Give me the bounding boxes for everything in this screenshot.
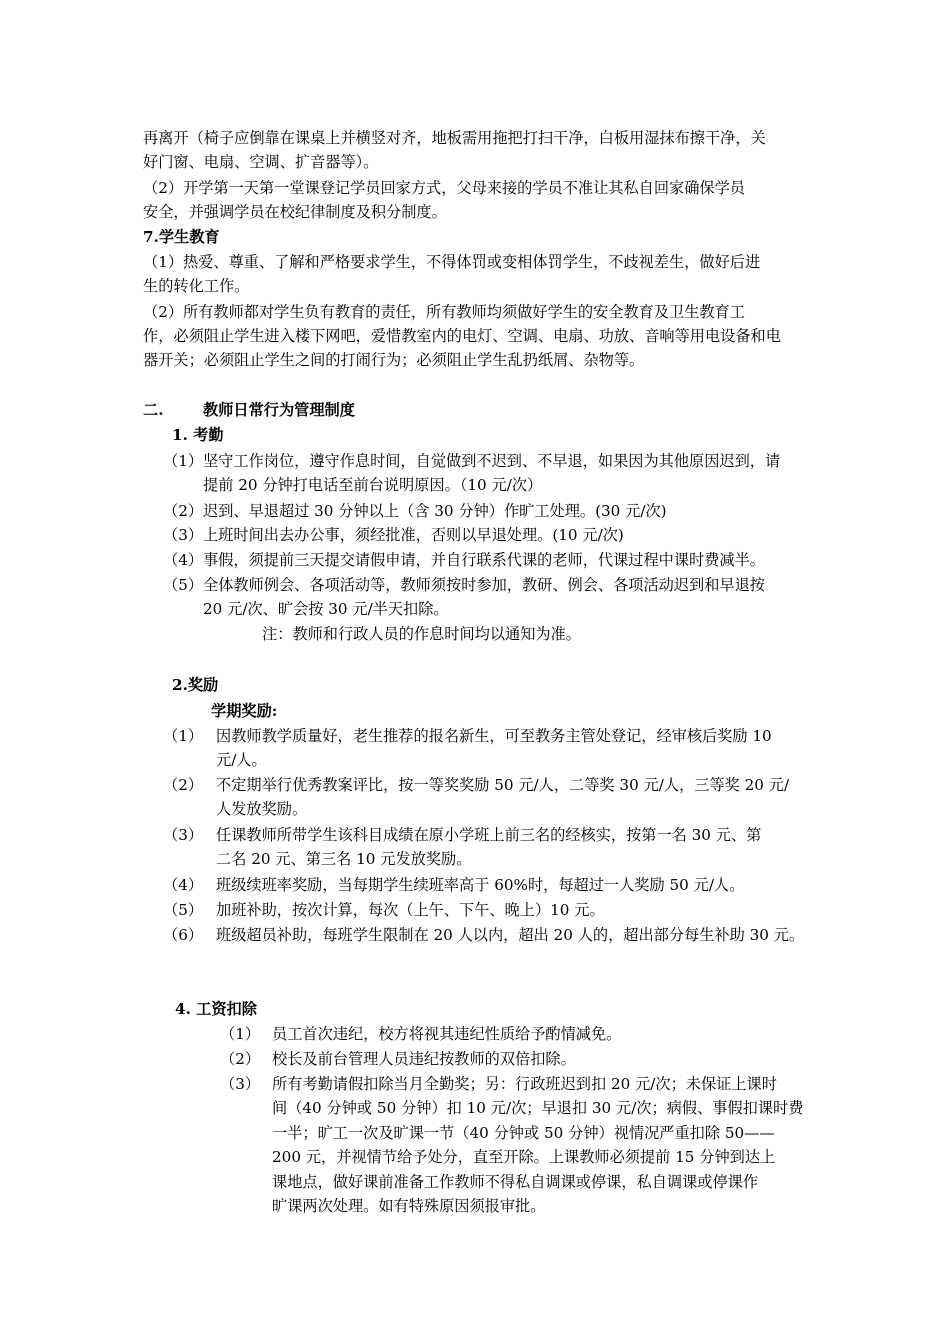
list-item-line: 坚守工作岗位，遵守作息时间，自觉做到不迟到、不早退，如果因为其他原因迟到，请 [203,452,781,470]
subsection-heading: 1. 考勤 [172,426,224,444]
list-number: （3） [220,1075,261,1093]
paragraph-line: 再离开（椅子应倒靠在课桌上并横竖对齐，地板需用拖把打扫干净，白板用湿抹布擦干净，关 [143,129,766,147]
list-item-line: 因教师教学质量好，老生推荐的报名新生，可至教务主管处登记，经审核后奖励 10 [216,727,772,745]
list-item-line: 迟到、早退超过 30 分钟以上（含 30 分钟）作旷工处理。(30 元/次) [203,502,667,520]
list-number: （2） [163,502,204,520]
list-item-line: 校长及前台管理人员违纪按教师的双倍扣除。 [272,1050,576,1068]
list-number: （1） [163,727,204,745]
section-heading: 7.学生教育 [143,228,220,246]
paragraph-line: 安全，并强调学员在校纪律制度及积分制度。 [143,203,447,221]
list-item-line: 事假，须提前三天提交请假申请，并自行联系代课的老师，代课过程中课时费减半。 [203,551,765,569]
list-item-line: 元/人。 [216,751,267,769]
list-item-line: 所有考勤请假扣除当月全勤奖；另：行政班迟到扣 20 元/次；未保证上课时 [272,1075,777,1093]
list-item-line: 提前 20 分钟打电话至前台说明原因。（10 元/次） [203,476,543,494]
chapter-number: 二. [143,401,164,419]
list-number: （2） [163,776,204,794]
subsection-heading: 4. 工资扣除 [175,1000,257,1018]
subheading: 学期奖励: [211,702,278,720]
list-item-line: 旷课两次处理。如有特殊原因须报审批。 [272,1197,546,1215]
list-item-line: 二名 20 元、第三名 10 元发放奖励。 [216,850,472,868]
list-item-line: 班级续班率奖励，当每期学生续班率高于 60%时，每超过一人奖励 50 元/人。 [216,876,745,894]
paragraph-line: 生的转化工作。 [143,277,250,295]
list-item-line: 人发放奖励。 [216,800,308,818]
list-item-line: 一半；旷工一次及旷课一节（40 分钟或 50 分钟）视情况严重扣除 50—— [272,1124,775,1142]
list-item-line: 加班补助，按次计算，每次（上午、下午、晚上）10 元。 [216,901,605,919]
list-item-line: 20 元/次、旷会按 30 元/半天扣除。 [203,600,449,618]
list-item-line: 全体教师例会、各项活动等，教师须按时参加，教研、例会、各项活动迟到和早退按 [203,576,765,594]
list-number: （5） [163,901,204,919]
list-number: （1） [163,452,204,470]
list-item-line: 员工首次违纪，校方将视其违纪性质给予酌情减免。 [272,1025,622,1043]
paragraph-line: 好门窗、电扇、空调、扩音器等）。 [143,153,379,171]
list-number: （3） [163,526,204,544]
list-number: （2） [220,1050,261,1068]
note-text: 注：教师和行政人员的作息时间均以通知为准。 [262,625,581,643]
chapter-title: 教师日常行为管理制度 [203,401,355,419]
paragraph-line: （2）开学第一天第一堂课登记学员回家方式，父母来接的学员不准让其私自回家确保学员 [143,179,745,197]
list-number: （4） [163,551,204,569]
list-number: （3） [163,826,204,844]
list-number: （4） [163,876,204,894]
list-item-line: 上班时间出去办公事，须经批准，否则以早退处理。(10 元/次) [203,526,624,544]
list-item-line: 课地点，做好课前准备工作教师不得私自调课或停课，私自调课或停课作 [272,1173,758,1191]
subsection-heading: 2.奖励 [172,676,219,694]
paragraph-line: （1）热爱、尊重、了解和严格要求学生，不得体罚或变相体罚学生，不歧视差生，做好后进 [143,253,761,271]
paragraph-line: 器开关；必须阻止学生之间的打闹行为；必须阻止学生乱扔纸屑、杂物等。 [143,351,645,369]
list-item-line: 班级超员补助，每班学生限制在 20 人以内，超出 20 人的，超出部分每生补助 30 元。 [216,926,805,944]
paragraph-line: （2）所有教师都对学生负有教育的责任，所有教师均须做好学生的安全教育及卫生教育工 [143,303,745,321]
list-number: （5） [163,576,204,594]
list-number: （6） [163,926,204,944]
list-item-line: 不定期举行优秀教案评比，按一等奖奖励 50 元/人，二等奖 30 元/人，三等奖 20 元/ [216,776,790,794]
list-item-line: 任课教师所带学生该科目成绩在原小学班上前三名的经核实，按第一名 30 元、第 [216,826,762,844]
list-item-line: 间（40 分钟或 50 分钟）扣 10 元/次；早退扣 30 元/次；病假、事假扣课时费 [272,1099,804,1117]
list-item-line: 200 元，并视情节给予处分，直至开除。上课教师必须提前 15 分钟到达上 [272,1148,776,1166]
paragraph-line: 作，必须阻止学生进入楼下网吧，爱惜教室内的电灯、空调、电扇、功放、音响等用电设备和电 [143,327,781,345]
list-number: （1） [220,1025,261,1043]
